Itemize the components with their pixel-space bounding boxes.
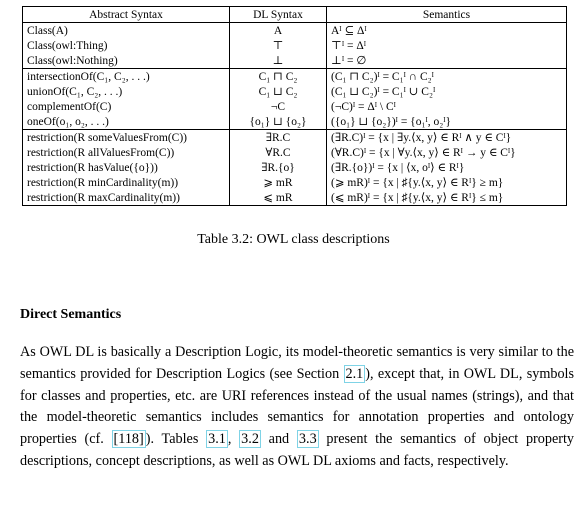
cell-abstract-syntax: intersectionOf(C₁, C₂, . . .) — [23, 69, 230, 85]
cell-dl-syntax: ⊤ — [230, 38, 327, 53]
cross-reference-link[interactable]: 3.3 — [298, 431, 317, 448]
cross-reference-link[interactable]: [118] — [113, 431, 144, 448]
cell-abstract-syntax: restriction(R maxCardinality(m)) — [23, 190, 230, 206]
table-row — [23, 175, 567, 190]
cell-abstract-syntax: complementOf(C) — [23, 99, 230, 114]
cell-abstract-syntax: oneOf(o₁, o₂, . . .) — [23, 114, 230, 130]
table-row — [23, 130, 567, 146]
cell-dl-syntax: ⊥ — [230, 53, 327, 69]
cell-abstract-syntax: Class(owl:Nothing) — [23, 53, 230, 69]
cell-abstract-syntax: unionOf(C₁, C₂, . . .) — [23, 84, 230, 99]
cell-semantics: (C₁ ⊔ C₂)ᴵ = C₁ᴵ ∪ C₂ᴵ — [327, 84, 567, 99]
cell-dl-syntax: A — [230, 23, 327, 39]
table-row — [23, 84, 567, 99]
cell-dl-syntax: ¬C — [230, 99, 327, 114]
cell-dl-syntax: {o₁} ⊔ {o₂} — [230, 114, 327, 130]
table-header-row — [23, 7, 567, 23]
table-row — [23, 190, 567, 206]
paragraph-text: As OWL DL is basically a Description Logic, its model-theoretic semantics is very similar to the semantics provided for Description Logics (see Section — [20, 344, 574, 382]
paragraph-text: , — [227, 431, 240, 448]
cell-dl-syntax: ∃R.{o} — [230, 160, 327, 175]
section-heading: Direct Semantics — [20, 307, 122, 322]
cell-dl-syntax: ⩾ mR — [230, 175, 327, 190]
cell-semantics: (∃R.{o})ᴵ = {x | ⟨x, oᴵ⟩ ∈ Rᴵ} — [327, 160, 567, 175]
header-semantics: Semantics — [327, 7, 567, 23]
cell-semantics: ⊥ᴵ = ∅ — [327, 53, 567, 69]
cell-semantics: ({o₁} ⊔ {o₂})ᴵ = {o₁ᴵ, o₂ᴵ} — [327, 114, 567, 130]
cross-reference-link[interactable]: 3.2 — [241, 431, 259, 448]
header-dl-syntax: DL Syntax — [230, 7, 327, 23]
cell-abstract-syntax: restriction(R minCardinality(m)) — [23, 175, 230, 190]
table-row — [23, 53, 567, 69]
table-body — [23, 23, 567, 206]
table-row — [23, 69, 567, 85]
paragraph-text: present the semantics of object property descriptions, concept descriptions, as well as OWL DL axioms and facts, respectively. — [20, 431, 575, 469]
cross-reference-link[interactable]: 3.1 — [208, 431, 226, 448]
cell-abstract-syntax: Class(owl:Thing) — [23, 38, 230, 53]
paragraph-text: and — [260, 431, 297, 448]
table-row — [23, 114, 567, 130]
cell-dl-syntax: ∃R.C — [230, 130, 327, 146]
table-row — [23, 23, 567, 39]
cell-dl-syntax: C₁ ⊔ C₂ — [230, 84, 327, 99]
cross-reference-link[interactable]: 2.1 — [345, 365, 364, 382]
table-row — [23, 99, 567, 114]
cell-dl-syntax: ⩽ mR — [230, 190, 327, 206]
cell-dl-syntax: C₁ ⊓ C₂ — [230, 69, 327, 85]
cell-semantics: Aᴵ ⊆ Δᴵ — [327, 23, 567, 39]
cell-semantics: (¬C)ᴵ = Δᴵ \ Cᴵ — [327, 99, 567, 114]
cell-abstract-syntax: Class(A) — [23, 23, 230, 39]
table-row — [23, 38, 567, 53]
cell-dl-syntax: ∀R.C — [230, 145, 327, 160]
table-row — [23, 145, 567, 160]
cell-abstract-syntax: restriction(R someValuesFrom(C)) — [23, 130, 230, 146]
paragraph-text: ), except that, in OWL DL, symbols for classes and properties, etc. are URI references instead of the usual names (strings), and that the model-theoretic semantics includes semantics for annotation properties and ontology properties (cf. — [20, 365, 575, 448]
body-paragraph — [20, 342, 574, 473]
table-caption: Table 3.2: OWL class descriptions — [197, 232, 390, 247]
cell-semantics: (⩽ mR)ᴵ = {x | ♯{y.⟨x, y⟩ ∈ Rᴵ} ≤ m} — [327, 190, 567, 206]
owl-class-table — [22, 6, 567, 206]
cell-semantics: ⊤ᴵ = Δᴵ — [327, 38, 567, 53]
cell-semantics: (∀R.C)ᴵ = {x | ∀y.⟨x, y⟩ ∈ Rᴵ → y ∈ Cᴵ} — [327, 145, 567, 160]
table-row — [23, 160, 567, 175]
header-abstract-syntax: Abstract Syntax — [23, 7, 230, 23]
paragraph-text: ). Tables — [145, 431, 207, 448]
cell-semantics: (⩾ mR)ᴵ = {x | ♯{y.⟨x, y⟩ ∈ Rᴵ} ≥ m} — [327, 175, 567, 190]
cell-abstract-syntax: restriction(R hasValue({o})) — [23, 160, 230, 175]
cell-semantics: (∃R.C)ᴵ = {x | ∃y.⟨x, y⟩ ∈ Rᴵ ∧ y ∈ Cᴵ} — [327, 130, 567, 146]
cell-abstract-syntax: restriction(R allValuesFrom(C)) — [23, 145, 230, 160]
cell-semantics: (C₁ ⊓ C₂)ᴵ = C₁ᴵ ∩ C₂ᴵ — [327, 69, 567, 85]
